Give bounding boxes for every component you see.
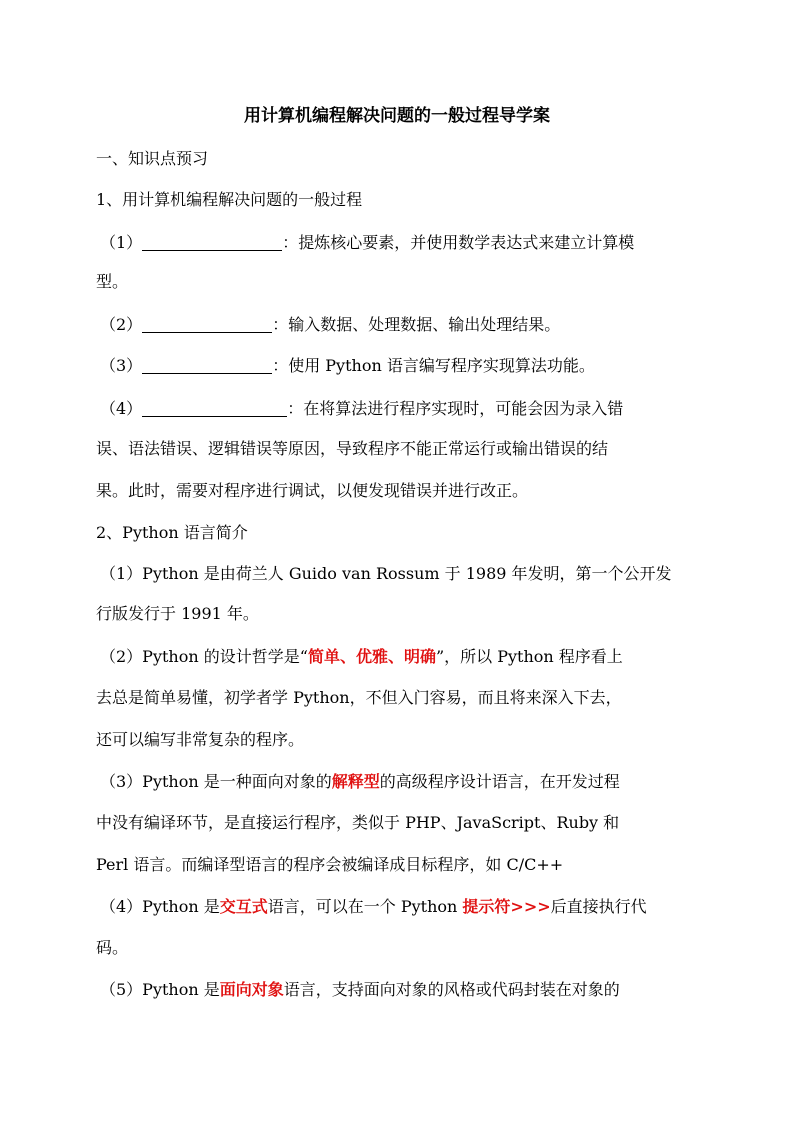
paragraph-3 [100,770,710,794]
fill-in-blank[interactable] [142,234,282,251]
step-1-continued: 型。 [96,272,129,291]
subsection-heading: 2、Python 语言简介 [96,523,248,542]
fill-in-blank[interactable] [142,400,287,417]
paragraph-2-continued: 去总是简单易懂，初学者学 Python，不但入门容易，而且将来深入下去， [96,688,622,707]
text-run: 的高级程序设计语言，在开发过程 [379,772,620,791]
paragraph-5 [100,978,710,1002]
text-run: （2）Python 的设计哲学是“ [100,647,308,666]
text-run: ”，所以 Python 程序看上 [435,647,623,666]
highlight-text: 提示符>>> [462,897,551,916]
highlight-text: 简单、优雅、明确 [307,647,436,666]
text-run: 后直接执行代 [550,897,647,916]
step-number: （1） [100,233,143,252]
paragraph-4-continued: 码。 [96,938,129,957]
page-title: 用计算机编程解决问题的一般过程导学案 [244,106,550,126]
fill-in-blank[interactable] [142,316,272,333]
highlight-text: 交互式 [219,897,268,916]
step-text: ：输入数据、处理数据、输出处理结果。 [272,315,561,334]
step-4-continued: 果。此时，需要对程序进行调试，以便发现错误并进行改正。 [96,481,529,500]
paragraph-2 [100,645,710,669]
paragraph-1-continued: 行版发行于 1991 年。 [96,604,259,623]
step-number: （4） [100,399,143,418]
step-text: ：在将算法进行程序实现时，可能会因为录入错 [287,399,624,418]
step-4 [100,397,710,421]
subsection-heading: 1、用计算机编程解决问题的一般过程 [96,190,363,209]
text-run: （5）Python 是 [100,980,220,999]
text-run: （3）Python 是一种面向对象的 [100,772,332,791]
step-3 [100,354,710,378]
paragraph-2-continued: 还可以编写非常复杂的程序。 [96,730,305,749]
step-text: ：使用 Python 语言编写程序实现算法功能。 [272,356,595,375]
paragraph-3-continued: 中没有编译环节，是直接运行程序，类似于 PHP、JavaScript、Ruby 和 [96,813,620,832]
section-heading: 一、知识点预习 [96,149,209,168]
step-2 [100,313,710,337]
step-number: （3） [100,356,143,375]
highlight-text: 面向对象 [219,980,284,999]
text-run: （4）Python 是 [100,897,220,916]
step-number: （2） [100,315,143,334]
highlight-text: 解释型 [331,772,380,791]
paragraph-4 [100,895,710,919]
fill-in-blank[interactable] [142,357,272,374]
text-run: 语言，支持面向对象的风格或代码封装在对象的 [283,980,620,999]
step-text: ：提炼核心要素，并使用数学表达式来建立计算模 [282,233,635,252]
paragraph-1: （1）Python 是由荷兰人 Guido van Rossum 于 1989 年发明，第一个公开发 [100,564,672,583]
step-1 [100,231,710,255]
text-run: 语言，可以在一个 Python [267,897,463,916]
paragraph-3-continued: Perl 语言。而编译型语言的程序会被编译成目标程序，如 C/C++ [96,855,564,874]
step-4-continued: 误、语法错误、逻辑错误等原因，导致程序不能正常运行或输出错误的结 [96,439,609,458]
